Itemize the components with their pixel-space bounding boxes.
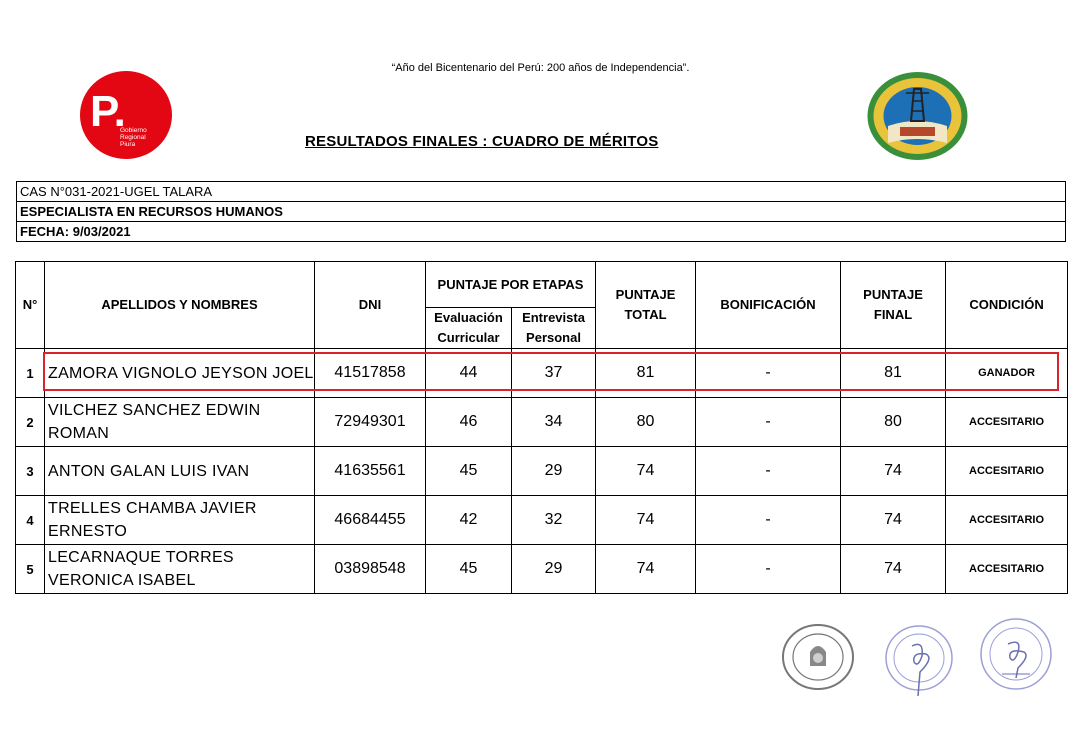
ugel-talara-emblem: [866, 71, 969, 161]
score-final: 74: [841, 496, 946, 545]
candidate-name: VILCHEZ SANCHEZ EDWIN ROMAN: [45, 398, 315, 447]
condition-value: ACCESITARIO: [946, 496, 1068, 545]
process-info-table: [16, 181, 1066, 242]
bonus-value: -: [696, 398, 841, 447]
score-total: 74: [596, 447, 696, 496]
position-name: ESPECIALISTA EN RECURSOS HUMANOS: [17, 202, 1066, 222]
header-stages: PUNTAJE POR ETAPAS: [426, 262, 596, 308]
score-interview: 34: [512, 398, 596, 447]
score-interview: 32: [512, 496, 596, 545]
candidate-name: ANTON GALAN LUIS IVAN: [45, 447, 315, 496]
header-final: PUNTAJE FINAL: [841, 262, 946, 349]
score-total: 81: [596, 349, 696, 398]
row-number: 2: [16, 398, 45, 447]
score-interview: 29: [512, 545, 596, 594]
score-total: 74: [596, 496, 696, 545]
header-number: N°: [16, 262, 45, 349]
score-curricular: 44: [426, 349, 512, 398]
bonus-value: -: [696, 447, 841, 496]
candidate-dni: 03898548: [315, 545, 426, 594]
candidate-name: ZAMORA VIGNOLO JEYSON JOEL: [45, 349, 315, 398]
svg-text:Piura: Piura: [120, 141, 136, 148]
candidate-dni: 41635561: [315, 447, 426, 496]
score-final: 81: [841, 349, 946, 398]
row-number: 5: [16, 545, 45, 594]
header-curricular: Evaluación Curricular: [426, 308, 512, 349]
bonus-value: -: [696, 545, 841, 594]
score-final: 74: [841, 447, 946, 496]
header-condition: CONDICIÓN: [946, 262, 1068, 349]
gobierno-regional-piura-logo: [76, 70, 172, 160]
table-row: [16, 447, 1068, 496]
candidate-name: LECARNAQUE TORRES VERONICA ISABEL: [45, 545, 315, 594]
candidate-dni: 41517858: [315, 349, 426, 398]
header-total: PUNTAJE TOTAL: [596, 262, 696, 349]
score-curricular: 45: [426, 545, 512, 594]
row-number: 4: [16, 496, 45, 545]
header-bonus: BONIFICACIÓN: [696, 262, 841, 349]
score-final: 74: [841, 545, 946, 594]
condition-value: ACCESITARIO: [946, 398, 1068, 447]
score-curricular: 45: [426, 447, 512, 496]
winner-highlight-box: [43, 352, 1059, 391]
bonus-value: -: [696, 349, 841, 398]
candidate-dni: 72949301: [315, 398, 426, 447]
header-name: APELLIDOS Y NOMBRES: [45, 262, 315, 349]
process-code: CAS N°031-2021-UGEL TALARA: [17, 182, 1066, 202]
signature-stamp-icon: [884, 622, 954, 698]
bonus-value: -: [696, 496, 841, 545]
score-interview: 29: [512, 447, 596, 496]
process-date: FECHA: 9/03/2021: [17, 222, 1066, 242]
score-final: 80: [841, 398, 946, 447]
merit-table: [15, 261, 1068, 594]
row-number: 1: [16, 349, 45, 398]
page-title: RESULTADOS FINALES : CUADRO DE MÉRITOS: [305, 133, 659, 150]
score-interview: 37: [512, 349, 596, 398]
table-row: [16, 496, 1068, 545]
svg-text:Gobierno: Gobierno: [120, 127, 147, 134]
score-curricular: 42: [426, 496, 512, 545]
header-dni: DNI: [315, 262, 426, 349]
candidate-dni: 46684455: [315, 496, 426, 545]
score-total: 74: [596, 545, 696, 594]
ugel-stamp-icon: [780, 622, 856, 692]
table-row: [16, 398, 1068, 447]
svg-text:Regional: Regional: [120, 134, 146, 141]
table-row: [16, 545, 1068, 594]
row-number: 3: [16, 447, 45, 496]
condition-value: GANADOR: [946, 349, 1068, 398]
condition-value: ACCESITARIO: [946, 447, 1068, 496]
document-motto: “Año del Bicentenario del Perú: 200 años de Independencia”.: [391, 62, 690, 74]
candidate-name: TRELLES CHAMBA JAVIER ERNESTO: [45, 496, 315, 545]
svg-text:P.: P.: [90, 87, 126, 136]
score-total: 80: [596, 398, 696, 447]
header-interview: Entrevista Personal: [512, 308, 596, 349]
regional-stamp-icon: [978, 616, 1054, 692]
condition-value: ACCESITARIO: [946, 545, 1068, 594]
score-curricular: 46: [426, 398, 512, 447]
